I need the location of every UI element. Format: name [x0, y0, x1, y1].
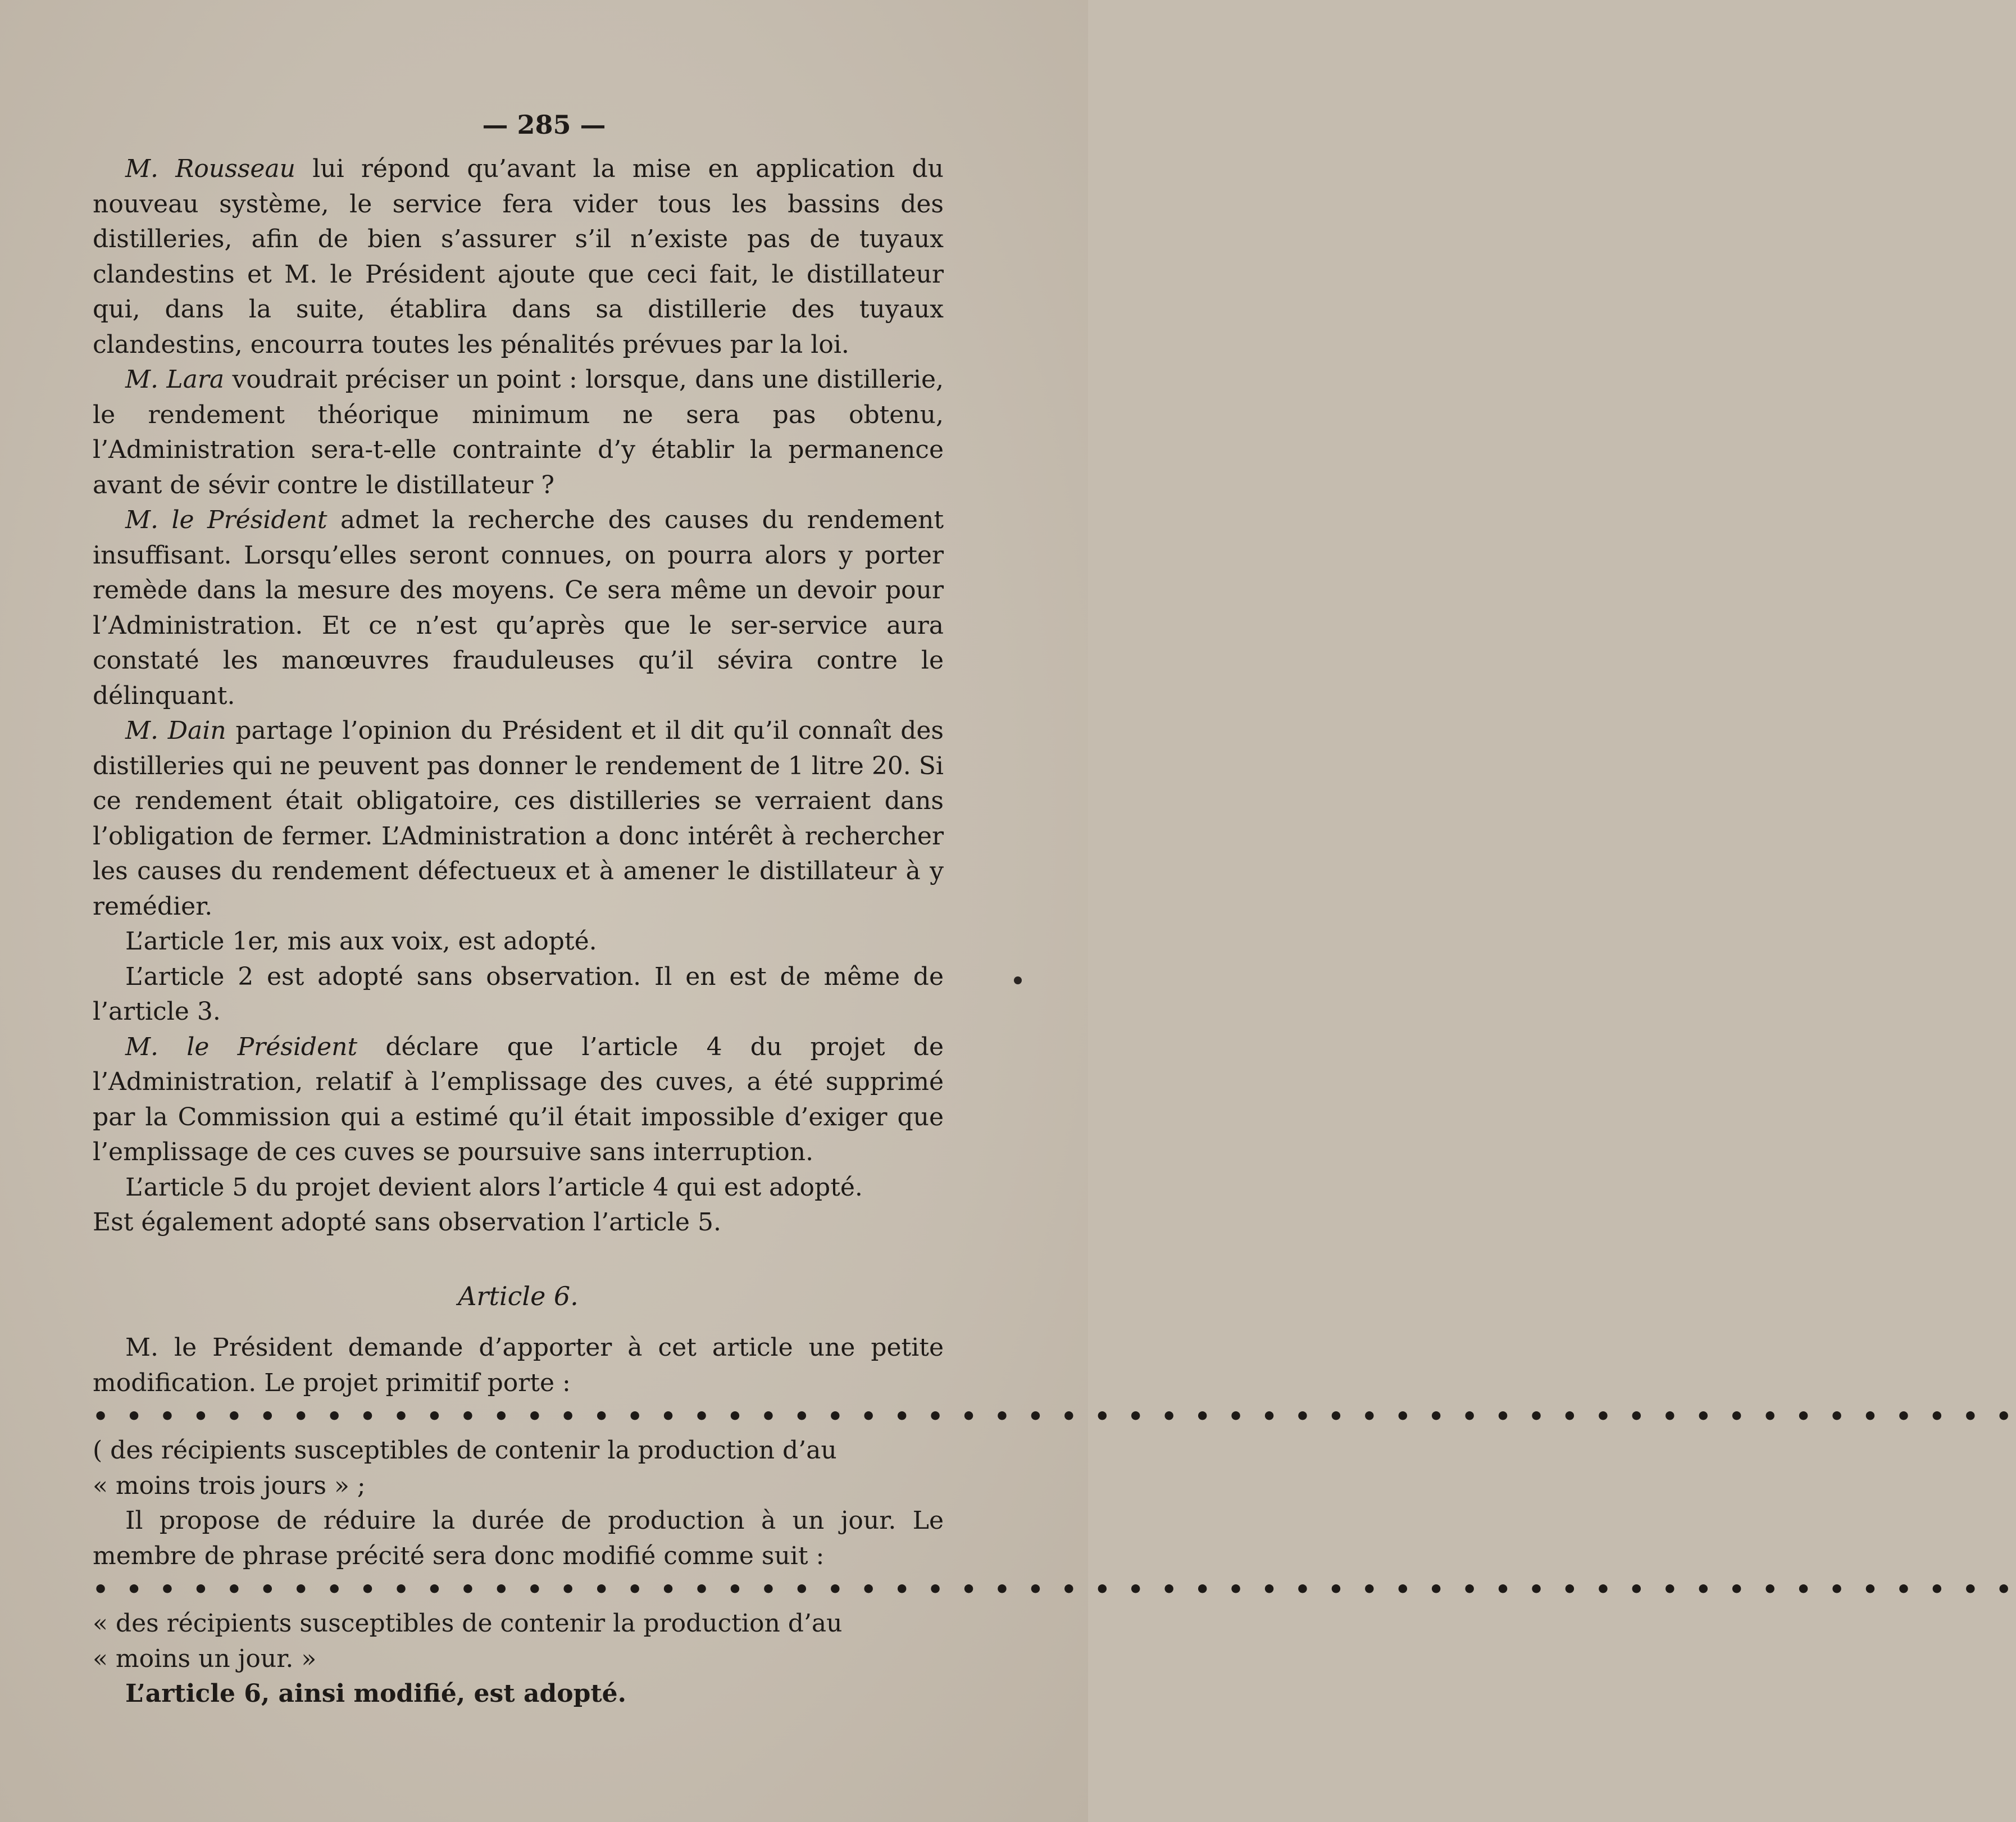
- section-heading: Article 6.: [458, 1280, 579, 1311]
- speaker-name: M. le Président: [125, 506, 327, 534]
- paragraph-text: L’article 1er, mis aux voix, est adopté.: [125, 927, 597, 956]
- paragraph-dain: [93, 714, 944, 924]
- line-article-5-adopted: Est également adopté sans observation l’article 5.: [93, 1208, 721, 1237]
- page-number: — 285 —: [482, 110, 606, 140]
- dot-leader: • • • • • • • • • • • • • • • • • • • • • • • • • • • • • • • • • • • • • • • • • • • • • • • • • • • • • • • • • •: [93, 1575, 2016, 1604]
- paragraph-text: admet la recherche des causes du rendement insuffisant. Lorsqu’elles seront connues, on pourra alors y porter remède dans la mesure des moyens. Ce sera même un devoir pour l’Administration. Et ce n’est qu’après que le ser-service aura constaté les manœuvres frauduleuses qu’il sévira contre le délinquant.: [93, 506, 944, 710]
- speaker-name: M. le Président: [125, 1032, 358, 1061]
- paragraph-article-1: [93, 924, 944, 960]
- paragraph-president-2: [93, 1030, 944, 1170]
- quote-modified-line-1: « des récipients susceptibles de contenir la production d’au: [93, 1609, 843, 1638]
- speaker-name: M. Rousseau: [125, 155, 295, 183]
- ink-speck: [1014, 976, 1022, 984]
- quote-modified-line-2: « moins un jour. »: [93, 1644, 317, 1673]
- quote-original-line-2: « moins trois jours » ;: [93, 1471, 366, 1500]
- article-6-intro: M. le Président demande d’apporter à cet article une petite modification. Le projet primitif porte :: [93, 1333, 944, 1397]
- paragraph-article-2: [93, 960, 944, 1030]
- speaker-name: M. Lara: [125, 365, 225, 394]
- speaker-name: M. Dain: [125, 716, 226, 745]
- paragraph-lara: [93, 362, 944, 503]
- paragraph-article-5: [93, 1170, 944, 1206]
- paragraph-text: L’article 5 du projet devient alors l’article 4 qui est adopté.: [125, 1173, 863, 1202]
- paragraph-text: voudrait préciser un point : lorsque, dans une distillerie, le rendement théorique minimum ne sera pas obtenu, l’Administration sera-t-elle contrainte d’y établir la permanence avant de sévir contre le distillateur ?: [93, 365, 944, 499]
- proposal-paragraph: Il propose de réduire la durée de production à un jour. Le membre de phrase précité sera donc modifié comme suit :: [93, 1506, 944, 1570]
- paragraph-text: partage l’opinion du Président et il dit qu’il connaît des distilleries qui ne peuvent pas donner le rendement de 1 litre 20. Si ce rendement était obligatoire, ces distilleries se verraient dans l’obligation de fermer. L’Administration a donc intérêt à rechercher les causes du rendement défectueux et à amener le distillateur à y remédier.: [93, 716, 944, 921]
- closing-line: L’article 6, ainsi modifié, est adopté.: [125, 1679, 626, 1708]
- paragraph-president-1: [93, 503, 944, 714]
- paragraph-text: lui répond qu’avant la mise en application du nouveau système, le service fera vider tous les bassins des distilleries, afin de bien s’assurer s’il n’existe pas de tuyaux clandestins et M. le Président ajoute que ceci fait, le distillateur qui, dans la suite, établira dans sa distillerie des tuyaux clandestins, encourra toutes les pénalités prévues par la loi.: [93, 155, 944, 359]
- paragraph-text: L’article 2 est adopté sans observation. Il en est de même de l’article 3.: [93, 962, 944, 1026]
- paragraph-text: déclare que l’article 4 du projet de l’Administration, relatif à l’emplissage des cuves, a été supprimé par la Commission qui a estimé qu’il était impossible d’exiger que l’emplissage de ces cuves se poursuive sans interruption.: [93, 1032, 944, 1166]
- body-text: [93, 152, 2016, 1712]
- dot-leader: • • • • • • • • • • • • • • • • • • • • • • • • • • • • • • • • • • • • • • • • • • • • • • • • • • • • • • • • • •: [93, 1402, 2016, 1431]
- paragraph-rousseau: [93, 152, 944, 362]
- quote-original-line-1: ( des récipients susceptibles de contenir la production d’au: [93, 1436, 837, 1465]
